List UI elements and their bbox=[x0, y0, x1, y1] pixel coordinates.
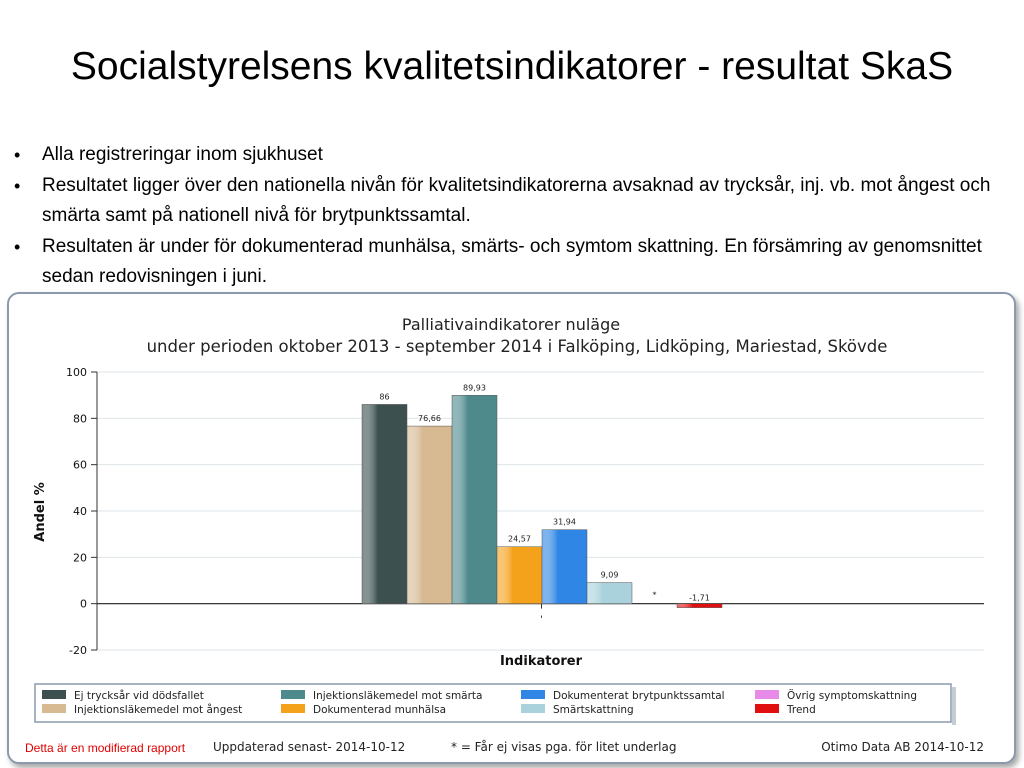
bullet-item bbox=[10, 232, 1010, 293]
plot-area bbox=[66, 366, 984, 657]
bullet-dot-icon: • bbox=[14, 236, 21, 257]
legend-label: Trend bbox=[787, 704, 816, 716]
legend-label: Smärtskattning bbox=[553, 704, 634, 716]
y-tick-label: 20 bbox=[73, 551, 87, 565]
bullet-dot-icon: • bbox=[14, 175, 21, 196]
y-tick-label: 0 bbox=[80, 597, 87, 611]
bar-shade-1 bbox=[407, 426, 452, 604]
y-tick-label: 80 bbox=[73, 412, 87, 426]
chart-subtitle: under perioden oktober 2013 - september 2014 i Falköping, Lidköping, Mariestad, Skövde bbox=[146, 337, 888, 356]
footer bbox=[25, 740, 984, 755]
bar-shade-7 bbox=[677, 604, 722, 608]
data-label: 31,94 bbox=[553, 517, 576, 527]
data-label: 9,09 bbox=[600, 570, 619, 580]
y-tick-label: 40 bbox=[73, 505, 87, 518]
bullet-list bbox=[10, 140, 1010, 293]
legend-swatch bbox=[42, 704, 66, 713]
legend-swatch bbox=[281, 690, 305, 699]
data-label: 24,57 bbox=[508, 534, 531, 544]
footer-note: * = Får ej visas pga. för litet underlag bbox=[451, 740, 677, 754]
legend-label: Ej trycksår vid dödsfallet bbox=[74, 690, 204, 702]
legend-swatch bbox=[281, 704, 305, 713]
bar-shade-0 bbox=[362, 404, 407, 603]
legend-swatch bbox=[42, 690, 66, 699]
data-label: 86 bbox=[379, 392, 390, 402]
bar-shade-5 bbox=[587, 583, 632, 604]
legend-label: Dokumenterat brytpunktssamtal bbox=[553, 690, 725, 702]
bar-shade-4 bbox=[542, 530, 587, 604]
bar-shade-2 bbox=[452, 395, 497, 603]
legend-shadow bbox=[952, 687, 956, 725]
chart-panel bbox=[7, 292, 1016, 764]
bullet-text: Resultatet ligger över den nationella nivån för kvalitetsindikatorerna avsaknad av trycksår, inj. vb. mot ångest och smärta samt på nationell nivå för brytpunktssamtal. bbox=[42, 174, 991, 226]
bullet-text: Alla registreringar inom sjukhuset bbox=[42, 144, 323, 165]
legend-swatch bbox=[521, 704, 545, 713]
footer-modified-note: Detta är en modifierad rapport bbox=[25, 741, 186, 755]
data-label: 76,66 bbox=[418, 414, 441, 424]
legend-swatch bbox=[755, 690, 779, 699]
legend-swatch bbox=[521, 690, 545, 699]
chart-title: Palliativaindikatorer nuläge bbox=[401, 315, 621, 334]
bullet-item bbox=[10, 171, 1010, 232]
bar-chart bbox=[9, 294, 1014, 762]
slide-title: Socialstyrelsens kvalitetsindikatorer - resultat SkaS bbox=[70, 45, 954, 88]
y-tick-label: 100 bbox=[66, 366, 87, 379]
data-label: -1,71 bbox=[689, 593, 710, 603]
data-label: * bbox=[652, 590, 657, 600]
bullet-text: Resultaten är under för dokumenterad munhälsa, smärts- och symtom skattning. En försämring av genomsnittet sedan redovisningen i juni. bbox=[42, 235, 982, 287]
footer-source: Otimo Data AB 2014-10-12 bbox=[821, 740, 984, 754]
legend-label: Dokumenterad munhälsa bbox=[313, 704, 447, 716]
bar-shade-3 bbox=[497, 547, 542, 604]
bullet-item bbox=[10, 140, 1010, 171]
legend-swatch bbox=[755, 704, 779, 713]
legend-label: Injektionsläkemedel mot ångest bbox=[74, 704, 243, 716]
y-tick-label: -20 bbox=[69, 644, 87, 657]
legend bbox=[35, 684, 956, 725]
data-label: 89,93 bbox=[463, 383, 486, 393]
x-axis-label: Indikatorer bbox=[499, 654, 583, 669]
x-tick-label: ' bbox=[540, 614, 543, 626]
bullet-dot-icon: • bbox=[14, 145, 21, 165]
footer-updated: Uppdaterad senast- 2014-10-12 bbox=[213, 740, 406, 754]
legend-label: Injektionsläkemedel mot smärta bbox=[313, 690, 483, 702]
legend-label: Övrig symptomskattning bbox=[787, 690, 917, 702]
y-axis-label: Andel % bbox=[33, 482, 48, 542]
y-tick-label: 60 bbox=[73, 458, 87, 472]
